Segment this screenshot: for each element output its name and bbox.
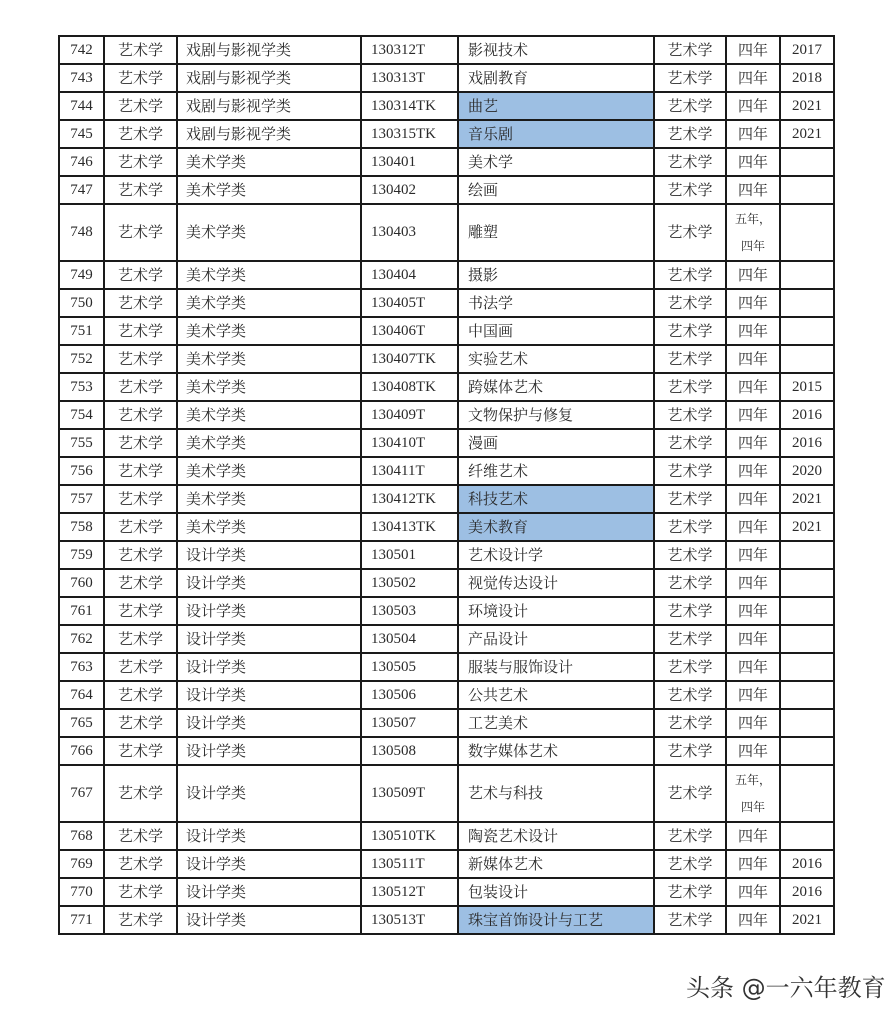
duration-cell bbox=[726, 765, 780, 822]
major-name-cell: 绘画 bbox=[458, 176, 654, 204]
table-row bbox=[59, 401, 834, 429]
duration-cell: 四年 bbox=[726, 373, 780, 401]
category-cell: 设计学类 bbox=[177, 653, 361, 681]
degree-cell: 艺术学 bbox=[654, 485, 726, 513]
discipline-cell: 艺术学 bbox=[104, 373, 177, 401]
major-name-cell: 跨媒体艺术 bbox=[458, 373, 654, 401]
major-catalog-table-container bbox=[58, 35, 835, 935]
row-number: 746 bbox=[59, 148, 104, 176]
duration-cell: 四年 bbox=[726, 317, 780, 345]
major-code-cell: 130412TK bbox=[361, 485, 458, 513]
duration-cell bbox=[726, 204, 780, 261]
category-cell: 美术学类 bbox=[177, 485, 361, 513]
major-code-cell: 130410T bbox=[361, 429, 458, 457]
major-name-cell: 中国画 bbox=[458, 317, 654, 345]
duration-line: 五年， bbox=[734, 772, 771, 787]
discipline-cell: 艺术学 bbox=[104, 906, 177, 934]
year-added-cell: 2020 bbox=[780, 457, 834, 485]
year-added-cell bbox=[780, 176, 834, 204]
table-row bbox=[59, 345, 834, 373]
degree-cell: 艺术学 bbox=[654, 36, 726, 64]
degree-cell: 艺术学 bbox=[654, 737, 726, 765]
major-code-cell: 130506 bbox=[361, 681, 458, 709]
degree-cell: 艺术学 bbox=[654, 261, 726, 289]
discipline-cell: 艺术学 bbox=[104, 597, 177, 625]
year-added-cell bbox=[780, 317, 834, 345]
category-cell: 美术学类 bbox=[177, 261, 361, 289]
major-name-cell: 摄影 bbox=[458, 261, 654, 289]
duration-cell: 四年 bbox=[726, 569, 780, 597]
degree-cell: 艺术学 bbox=[654, 429, 726, 457]
discipline-cell: 艺术学 bbox=[104, 709, 177, 737]
major-code-cell: 130507 bbox=[361, 709, 458, 737]
discipline-cell: 艺术学 bbox=[104, 317, 177, 345]
degree-cell: 艺术学 bbox=[654, 653, 726, 681]
major-name-cell: 纤维艺术 bbox=[458, 457, 654, 485]
major-code-cell: 130408TK bbox=[361, 373, 458, 401]
category-cell: 设计学类 bbox=[177, 625, 361, 653]
row-number: 769 bbox=[59, 850, 104, 878]
discipline-cell: 艺术学 bbox=[104, 653, 177, 681]
major-name-cell: 产品设计 bbox=[458, 625, 654, 653]
major-code-cell: 130401 bbox=[361, 148, 458, 176]
major-name-cell: 雕塑 bbox=[458, 204, 654, 261]
degree-cell: 艺术学 bbox=[654, 401, 726, 429]
degree-cell: 艺术学 bbox=[654, 317, 726, 345]
major-code-cell: 130409T bbox=[361, 401, 458, 429]
table-row bbox=[59, 64, 834, 92]
row-number: 756 bbox=[59, 457, 104, 485]
discipline-cell: 艺术学 bbox=[104, 289, 177, 317]
duration-cell: 四年 bbox=[726, 906, 780, 934]
year-added-cell: 2021 bbox=[780, 906, 834, 934]
year-added-cell bbox=[780, 822, 834, 850]
category-cell: 美术学类 bbox=[177, 401, 361, 429]
degree-cell: 艺术学 bbox=[654, 120, 726, 148]
year-added-cell: 2016 bbox=[780, 401, 834, 429]
discipline-cell: 艺术学 bbox=[104, 541, 177, 569]
year-added-cell: 2016 bbox=[780, 878, 834, 906]
degree-cell: 艺术学 bbox=[654, 709, 726, 737]
row-number: 745 bbox=[59, 120, 104, 148]
category-cell: 设计学类 bbox=[177, 822, 361, 850]
degree-cell: 艺术学 bbox=[654, 850, 726, 878]
table-row bbox=[59, 317, 834, 345]
row-number: 753 bbox=[59, 373, 104, 401]
table-row bbox=[59, 204, 834, 261]
row-number: 767 bbox=[59, 765, 104, 822]
year-added-cell bbox=[780, 737, 834, 765]
duration-cell: 四年 bbox=[726, 401, 780, 429]
discipline-cell: 艺术学 bbox=[104, 765, 177, 822]
row-number: 760 bbox=[59, 569, 104, 597]
major-code-cell: 130504 bbox=[361, 625, 458, 653]
degree-cell: 艺术学 bbox=[654, 92, 726, 120]
table-row bbox=[59, 906, 834, 934]
major-name-cell: 公共艺术 bbox=[458, 681, 654, 709]
table-row bbox=[59, 261, 834, 289]
table-row bbox=[59, 485, 834, 513]
discipline-cell: 艺术学 bbox=[104, 822, 177, 850]
major-name-cell: 包装设计 bbox=[458, 878, 654, 906]
major-name-cell: 音乐剧 bbox=[458, 120, 654, 148]
major-code-cell: 130510TK bbox=[361, 822, 458, 850]
major-name-cell: 美术学 bbox=[458, 148, 654, 176]
discipline-cell: 艺术学 bbox=[104, 850, 177, 878]
degree-cell: 艺术学 bbox=[654, 765, 726, 822]
duration-cell: 四年 bbox=[726, 709, 780, 737]
major-name-cell: 漫画 bbox=[458, 429, 654, 457]
row-number: 749 bbox=[59, 261, 104, 289]
duration-cell: 四年 bbox=[726, 822, 780, 850]
table-row bbox=[59, 176, 834, 204]
discipline-cell: 艺术学 bbox=[104, 513, 177, 541]
year-added-cell: 2016 bbox=[780, 429, 834, 457]
category-cell: 戏剧与影视学类 bbox=[177, 36, 361, 64]
row-number: 747 bbox=[59, 176, 104, 204]
category-cell: 设计学类 bbox=[177, 541, 361, 569]
year-added-cell: 2021 bbox=[780, 92, 834, 120]
row-number: 744 bbox=[59, 92, 104, 120]
year-added-cell bbox=[780, 289, 834, 317]
table-row bbox=[59, 737, 834, 765]
discipline-cell: 艺术学 bbox=[104, 625, 177, 653]
major-code-cell: 130509T bbox=[361, 765, 458, 822]
table-row bbox=[59, 541, 834, 569]
major-catalog-table bbox=[58, 35, 835, 935]
major-name-cell: 书法学 bbox=[458, 289, 654, 317]
major-code-cell: 130407TK bbox=[361, 345, 458, 373]
duration-cell: 四年 bbox=[726, 485, 780, 513]
row-number: 768 bbox=[59, 822, 104, 850]
discipline-cell: 艺术学 bbox=[104, 569, 177, 597]
degree-cell: 艺术学 bbox=[654, 345, 726, 373]
category-cell: 设计学类 bbox=[177, 597, 361, 625]
major-name-cell: 艺术设计学 bbox=[458, 541, 654, 569]
duration-cell: 四年 bbox=[726, 850, 780, 878]
duration-cell: 四年 bbox=[726, 261, 780, 289]
degree-cell: 艺术学 bbox=[654, 597, 726, 625]
table-row bbox=[59, 92, 834, 120]
major-code-cell: 130503 bbox=[361, 597, 458, 625]
table-row bbox=[59, 597, 834, 625]
row-number: 765 bbox=[59, 709, 104, 737]
category-cell: 美术学类 bbox=[177, 204, 361, 261]
row-number: 763 bbox=[59, 653, 104, 681]
duration-cell: 四年 bbox=[726, 541, 780, 569]
major-name-cell: 美术教育 bbox=[458, 513, 654, 541]
degree-cell: 艺术学 bbox=[654, 541, 726, 569]
major-code-cell: 130502 bbox=[361, 569, 458, 597]
year-added-cell bbox=[780, 625, 834, 653]
year-added-cell: 2018 bbox=[780, 64, 834, 92]
category-cell: 设计学类 bbox=[177, 709, 361, 737]
duration-line: 五年， bbox=[734, 211, 771, 226]
major-name-cell: 文物保护与修复 bbox=[458, 401, 654, 429]
discipline-cell: 艺术学 bbox=[104, 429, 177, 457]
category-cell: 设计学类 bbox=[177, 765, 361, 822]
row-number: 762 bbox=[59, 625, 104, 653]
degree-cell: 艺术学 bbox=[654, 176, 726, 204]
row-number: 750 bbox=[59, 289, 104, 317]
row-number: 752 bbox=[59, 345, 104, 373]
major-code-cell: 130505 bbox=[361, 653, 458, 681]
category-cell: 美术学类 bbox=[177, 457, 361, 485]
table-row bbox=[59, 878, 834, 906]
year-added-cell bbox=[780, 569, 834, 597]
year-added-cell bbox=[780, 541, 834, 569]
major-code-cell: 130406T bbox=[361, 317, 458, 345]
duration-cell: 四年 bbox=[726, 681, 780, 709]
table-row bbox=[59, 513, 834, 541]
discipline-cell: 艺术学 bbox=[104, 92, 177, 120]
major-name-cell: 戏剧教育 bbox=[458, 64, 654, 92]
category-cell: 美术学类 bbox=[177, 317, 361, 345]
category-cell: 设计学类 bbox=[177, 850, 361, 878]
discipline-cell: 艺术学 bbox=[104, 681, 177, 709]
table-row bbox=[59, 625, 834, 653]
category-cell: 戏剧与影视学类 bbox=[177, 64, 361, 92]
row-number: 764 bbox=[59, 681, 104, 709]
major-name-cell: 环境设计 bbox=[458, 597, 654, 625]
discipline-cell: 艺术学 bbox=[104, 120, 177, 148]
major-code-cell: 130314TK bbox=[361, 92, 458, 120]
major-code-cell: 130511T bbox=[361, 850, 458, 878]
major-name-cell: 艺术与科技 bbox=[458, 765, 654, 822]
major-code-cell: 130501 bbox=[361, 541, 458, 569]
row-number: 758 bbox=[59, 513, 104, 541]
table-row bbox=[59, 373, 834, 401]
duration-cell: 四年 bbox=[726, 457, 780, 485]
watermark: 头条 @一六年教育 bbox=[686, 974, 886, 1002]
duration-cell: 四年 bbox=[726, 64, 780, 92]
major-name-cell: 新媒体艺术 bbox=[458, 850, 654, 878]
year-added-cell bbox=[780, 681, 834, 709]
row-number: 771 bbox=[59, 906, 104, 934]
year-added-cell: 2016 bbox=[780, 850, 834, 878]
major-code-cell: 130313T bbox=[361, 64, 458, 92]
major-code-cell: 130402 bbox=[361, 176, 458, 204]
major-name-cell: 服装与服饰设计 bbox=[458, 653, 654, 681]
row-number: 766 bbox=[59, 737, 104, 765]
degree-cell: 艺术学 bbox=[654, 64, 726, 92]
major-code-cell: 130413TK bbox=[361, 513, 458, 541]
duration-cell: 四年 bbox=[726, 737, 780, 765]
major-name-cell: 实验艺术 bbox=[458, 345, 654, 373]
degree-cell: 艺术学 bbox=[654, 513, 726, 541]
discipline-cell: 艺术学 bbox=[104, 176, 177, 204]
table-row bbox=[59, 429, 834, 457]
duration-cell: 四年 bbox=[726, 513, 780, 541]
year-added-cell: 2021 bbox=[780, 513, 834, 541]
category-cell: 设计学类 bbox=[177, 569, 361, 597]
degree-cell: 艺术学 bbox=[654, 822, 726, 850]
category-cell: 美术学类 bbox=[177, 513, 361, 541]
duration-cell: 四年 bbox=[726, 597, 780, 625]
year-added-cell bbox=[780, 148, 834, 176]
major-code-cell: 130513T bbox=[361, 906, 458, 934]
degree-cell: 艺术学 bbox=[654, 457, 726, 485]
category-cell: 美术学类 bbox=[177, 148, 361, 176]
major-name-cell: 科技艺术 bbox=[458, 485, 654, 513]
table-row bbox=[59, 457, 834, 485]
category-cell: 美术学类 bbox=[177, 345, 361, 373]
row-number: 743 bbox=[59, 64, 104, 92]
degree-cell: 艺术学 bbox=[654, 289, 726, 317]
major-code-cell: 130403 bbox=[361, 204, 458, 261]
table-row bbox=[59, 120, 834, 148]
category-cell: 美术学类 bbox=[177, 289, 361, 317]
duration-cell: 四年 bbox=[726, 176, 780, 204]
row-number: 761 bbox=[59, 597, 104, 625]
major-code-cell: 130315TK bbox=[361, 120, 458, 148]
degree-cell: 艺术学 bbox=[654, 148, 726, 176]
table-row bbox=[59, 569, 834, 597]
major-code-cell: 130405T bbox=[361, 289, 458, 317]
category-cell: 戏剧与影视学类 bbox=[177, 92, 361, 120]
year-added-cell: 2021 bbox=[780, 120, 834, 148]
discipline-cell: 艺术学 bbox=[104, 261, 177, 289]
year-added-cell bbox=[780, 345, 834, 373]
discipline-cell: 艺术学 bbox=[104, 36, 177, 64]
duration-line: 四年 bbox=[740, 238, 765, 253]
row-number: 751 bbox=[59, 317, 104, 345]
degree-cell: 艺术学 bbox=[654, 569, 726, 597]
table-row bbox=[59, 653, 834, 681]
duration-line: 四年 bbox=[740, 799, 765, 814]
duration-cell: 四年 bbox=[726, 345, 780, 373]
discipline-cell: 艺术学 bbox=[104, 485, 177, 513]
duration-cell: 四年 bbox=[726, 120, 780, 148]
discipline-cell: 艺术学 bbox=[104, 204, 177, 261]
category-cell: 设计学类 bbox=[177, 906, 361, 934]
year-added-cell bbox=[780, 709, 834, 737]
duration-cell: 四年 bbox=[726, 36, 780, 64]
discipline-cell: 艺术学 bbox=[104, 878, 177, 906]
degree-cell: 艺术学 bbox=[654, 625, 726, 653]
major-name-cell: 珠宝首饰设计与工艺 bbox=[458, 906, 654, 934]
discipline-cell: 艺术学 bbox=[104, 457, 177, 485]
duration-cell: 四年 bbox=[726, 148, 780, 176]
category-cell: 设计学类 bbox=[177, 681, 361, 709]
row-number: 755 bbox=[59, 429, 104, 457]
table-row bbox=[59, 765, 834, 822]
table-row bbox=[59, 681, 834, 709]
discipline-cell: 艺术学 bbox=[104, 64, 177, 92]
row-number: 748 bbox=[59, 204, 104, 261]
major-code-cell: 130508 bbox=[361, 737, 458, 765]
row-number: 754 bbox=[59, 401, 104, 429]
major-code-cell: 130411T bbox=[361, 457, 458, 485]
major-name-cell: 影视技术 bbox=[458, 36, 654, 64]
category-cell: 美术学类 bbox=[177, 429, 361, 457]
discipline-cell: 艺术学 bbox=[104, 737, 177, 765]
degree-cell: 艺术学 bbox=[654, 681, 726, 709]
duration-cell: 四年 bbox=[726, 878, 780, 906]
duration-cell: 四年 bbox=[726, 92, 780, 120]
degree-cell: 艺术学 bbox=[654, 373, 726, 401]
table-row bbox=[59, 289, 834, 317]
row-number: 757 bbox=[59, 485, 104, 513]
degree-cell: 艺术学 bbox=[654, 204, 726, 261]
year-added-cell bbox=[780, 597, 834, 625]
year-added-cell bbox=[780, 204, 834, 261]
major-code-cell: 130512T bbox=[361, 878, 458, 906]
table-row bbox=[59, 850, 834, 878]
table-row bbox=[59, 36, 834, 64]
degree-cell: 艺术学 bbox=[654, 906, 726, 934]
discipline-cell: 艺术学 bbox=[104, 345, 177, 373]
major-name-cell: 曲艺 bbox=[458, 92, 654, 120]
row-number: 759 bbox=[59, 541, 104, 569]
table-row bbox=[59, 822, 834, 850]
duration-cell: 四年 bbox=[726, 429, 780, 457]
year-added-cell: 2015 bbox=[780, 373, 834, 401]
major-name-cell: 工艺美术 bbox=[458, 709, 654, 737]
category-cell: 美术学类 bbox=[177, 373, 361, 401]
year-added-cell bbox=[780, 765, 834, 822]
major-name-cell: 陶瓷艺术设计 bbox=[458, 822, 654, 850]
discipline-cell: 艺术学 bbox=[104, 148, 177, 176]
year-added-cell bbox=[780, 653, 834, 681]
table-body bbox=[59, 36, 834, 934]
duration-cell: 四年 bbox=[726, 289, 780, 317]
category-cell: 戏剧与影视学类 bbox=[177, 120, 361, 148]
category-cell: 美术学类 bbox=[177, 176, 361, 204]
major-code-cell: 130404 bbox=[361, 261, 458, 289]
category-cell: 设计学类 bbox=[177, 878, 361, 906]
table-row bbox=[59, 709, 834, 737]
table-row bbox=[59, 148, 834, 176]
duration-cell: 四年 bbox=[726, 653, 780, 681]
degree-cell: 艺术学 bbox=[654, 878, 726, 906]
year-added-cell bbox=[780, 261, 834, 289]
duration-cell: 四年 bbox=[726, 625, 780, 653]
major-code-cell: 130312T bbox=[361, 36, 458, 64]
year-added-cell: 2021 bbox=[780, 485, 834, 513]
discipline-cell: 艺术学 bbox=[104, 401, 177, 429]
category-cell: 设计学类 bbox=[177, 737, 361, 765]
major-name-cell: 数字媒体艺术 bbox=[458, 737, 654, 765]
row-number: 770 bbox=[59, 878, 104, 906]
year-added-cell: 2017 bbox=[780, 36, 834, 64]
row-number: 742 bbox=[59, 36, 104, 64]
major-name-cell: 视觉传达设计 bbox=[458, 569, 654, 597]
